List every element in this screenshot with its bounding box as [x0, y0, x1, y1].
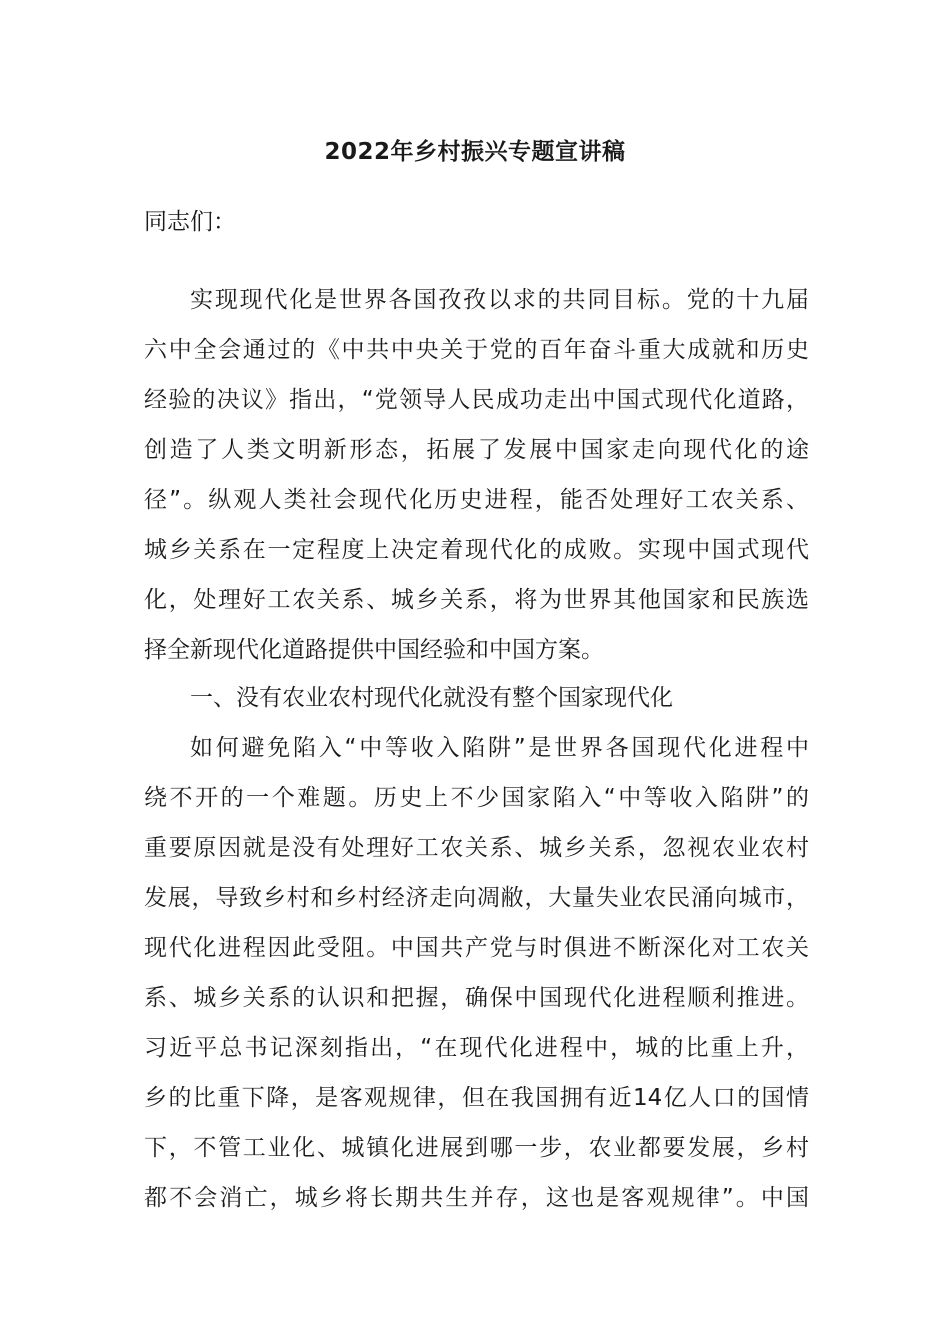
body-line: 经验的决议》指出，“党领导人民成功走出中国式现代化道路，: [144, 387, 809, 413]
body-line: 都不会消亡，城乡将长期共生并存，这也是客观规律”。中国: [144, 1185, 809, 1211]
body-line: 城乡关系在一定程度上决定着现代化的成败。实现中国式现代: [144, 537, 809, 563]
body-line: 化，处理好工农关系、城乡关系，将为世界其他国家和民族选: [144, 587, 809, 613]
body-line: 如何避免陷入“中等收入陷阱”是世界各国现代化进程中: [190, 735, 809, 761]
body-line: 绕不开的一个难题。历史上不少国家陷入“中等收入陷阱”的: [144, 785, 809, 811]
body-line: 现代化进程因此受阻。中国共产党与时俱进不断深化对工农关: [144, 935, 809, 961]
document-title: 2022年乡村振兴专题宣讲稿: [324, 139, 626, 165]
body-line: 重要原因就是没有处理好工农关系、城乡关系，忽视农业农村: [144, 835, 809, 861]
salutation: 同志们：: [144, 209, 236, 235]
body-line: 习近平总书记深刻指出，“在现代化进程中，城的比重上升，: [144, 1035, 809, 1061]
body-line: 发展，导致乡村和乡村经济走向凋敝，大量失业农民涌向城市，: [144, 885, 809, 911]
body-line: 径”。纵观人类社会现代化历史进程，能否处理好工农关系、: [144, 487, 809, 513]
body-line: 六中全会通过的《中共中央关于党的百年奋斗重大成就和历史: [144, 337, 809, 363]
body-line: 创造了人类文明新形态，拓展了发展中国家走向现代化的途: [144, 437, 809, 463]
body-line: 乡的比重下降，是客观规律，但在我国拥有近14亿人口的国情: [144, 1085, 809, 1111]
body-line: 系、城乡关系的认识和把握，确保中国现代化进程顺利推进。: [144, 985, 809, 1011]
body-line: 实现现代化是世界各国孜孜以求的共同目标。党的十九届: [190, 287, 809, 313]
body-line: 下，不管工业化、城镇化进展到哪一步，农业都要发展，乡村: [144, 1135, 809, 1161]
section-heading: 一、没有农业农村现代化就没有整个国家现代化: [190, 685, 673, 711]
body-line: 择全新现代化道路提供中国经验和中国方案。: [144, 637, 604, 663]
